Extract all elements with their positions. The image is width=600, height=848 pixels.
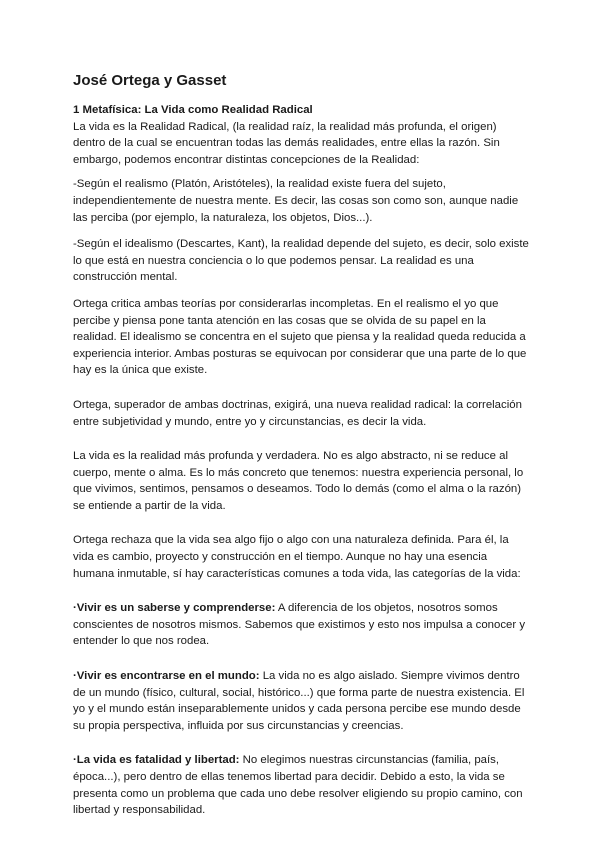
intro-text: La vida es la Realidad Radical, (la realidad raíz, la realidad más profunda, el origen) dentro de la cual se encuentran todas las demás realidades, entre ellas la razón. Sin embargo, podemos encontrar distintas concepciones de la Realidad:	[73, 120, 500, 166]
category-item	[73, 752, 530, 818]
categories-intro-paragraph: Ortega rechaza que la vida sea algo fijo o algo con una naturaleza definida. Para él, la vida es cambio, proyecto y construcción en el tiempo. Aunque no hay una esencia humana inmutable, sí hay características comunes a toda vida, las categorías de la vida:	[73, 534, 521, 580]
category-text: No elegimos nuestras circunstancias (familia, país, época...), pero dentro de ellas tenemos libertad para decidir. Debido a esto, la vida se presenta como un problema que cada uno debe resolver eligiendo su propio camino, con libertad y responsabilidad.	[73, 754, 523, 817]
critique-paragraph: Ortega critica ambas teorías por considerarlas incompletas. En el realismo el yo que percibe y piensa pone tanta atención en las cosas que se olvida de su papel en la realidad. El idealismo se concentra en el sujeto que piensa y la realidad queda reducida a experiencia interior. Ambas posturas se equivocan por considerar que una parte de lo que hay es la única que existe.	[73, 297, 527, 377]
category-title: ·Vivir es encontrarse en el mundo:	[73, 670, 260, 683]
document-title: José Ortega y Gasset	[73, 72, 227, 89]
category-item	[73, 600, 530, 650]
document-body	[73, 102, 530, 819]
section-title: 1 Metafísica: La Vida como Realidad Radical	[73, 104, 313, 116]
category-title: ·La vida es fatalidad y libertad:	[73, 754, 240, 767]
category-title: ·Vivir es un saberse y comprenderse:	[73, 602, 276, 615]
category-text: A diferencia de los objetos, nosotros somos conscientes de nosotros mismos. Sabemos que existimos y esto nos impulsa a conocer y entender lo que nos rodea.	[73, 602, 526, 648]
intro-paragraph	[73, 102, 530, 168]
category-text: La vida no es algo aislado. Siempre vivimos dentro de un mundo (físico, cultural, social, histórico...) que forma parte de nuestra existencia. El yo y el mundo están inseparablemente unidos y cada persona percibe ese mundo desde su propia perspectiva, influida por sus circunstancias y creencias.	[73, 670, 525, 732]
overcoming-paragraph: Ortega, superador de ambas doctrinas, exigirá, una nueva realidad radical: la correlación entre subjetividad y mundo, entre yo y circunstancias, es decir la vida.	[73, 398, 522, 428]
idealism-paragraph: -Según el idealismo (Descartes, Kant), la realidad depende del sujeto, es decir, solo existe lo que está en nuestra conciencia o lo que podemos pensar. La realidad es una construcción mental.	[73, 238, 529, 284]
life-reality-paragraph: La vida es la realidad más profunda y verdadera. No es algo abstracto, ni se reduce al cuerpo, mente o alma. Es lo más concreto que tenemos: nuestra experiencia personal, lo que vivimos, sentimos, pensamos o deseamos. Todo lo demás (como el alma o la razón) se entiende a partir de la vida.	[73, 450, 524, 512]
realism-paragraph: -Según el realismo (Platón, Aristóteles), la realidad existe fuera del sujeto, independientemente de nuestra mente. Es decir, las cosas son como son, aunque nadie las perciba (por ejemplo, la naturaleza, los objetos, Dios...).	[73, 178, 519, 224]
category-item	[73, 668, 530, 734]
